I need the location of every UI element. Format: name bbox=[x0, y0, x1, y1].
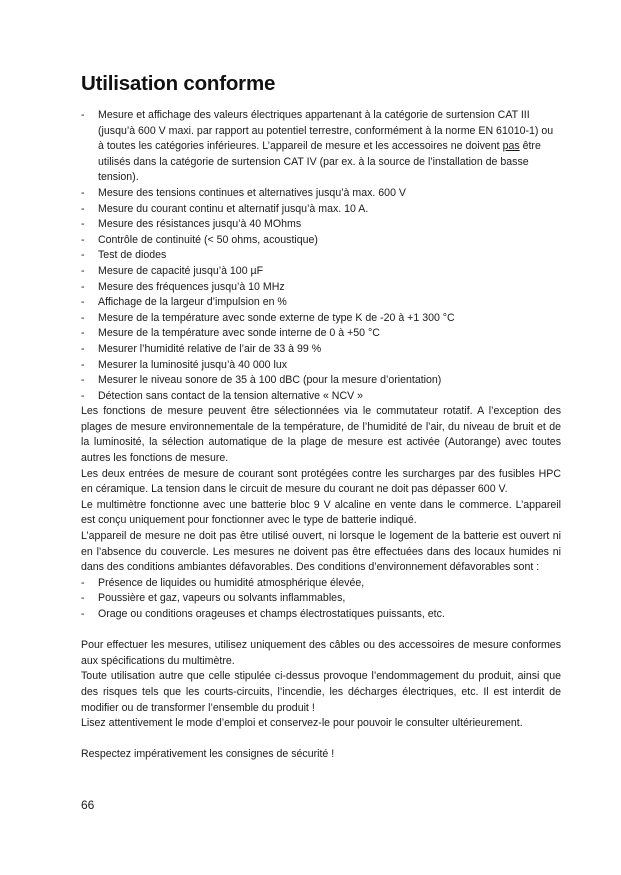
page-number: 66 bbox=[81, 798, 95, 812]
intended-use-list-item: - Mesure et affichage des valeurs électriques appartenant à la catégorie de surtension CAT III (jusqu’à 600 V maxi. par rapport au potentiel terrestre, conformément à la norme EN 61010-1) ou à toutes les catégories inférieures. L’appareil de mesure et les accessoires ne doivent pas être utilisés dans la catégorie de surtension CAT IV (par ex. à la source de l’installation de basse tension). bbox=[81, 108, 561, 186]
paragraph-functions: Les fonctions de mesure peuvent être sélectionnées via le commutateur rotatif. A l’exception des plages de mesure environnementale de la température, de l’humidité de l’air, du niveau de bruit et de la luminosité, la sélection automatique de la plage de mesure est activée (Autorange) avec toutes autres les fonctions de mesure. bbox=[81, 405, 561, 465]
paragraph-safety: Respectez impérativement les consignes de sécurité ! bbox=[81, 748, 335, 761]
conditions-list-item: - Orage ou conditions orageuses et champs électrostatiques puissants, etc. bbox=[81, 607, 561, 623]
paragraph-fuses: Les deux entrées de mesure de courant sont protégées contre les surcharges par des fusibles HPC en céramique. La tension dans le circuit de mesure du courant ne doit pas dépasser 600 V. bbox=[81, 467, 561, 496]
unfavourable-conditions-list bbox=[81, 576, 561, 623]
intended-use-list-item: - Affichage de la largeur d’impulsion en % bbox=[81, 295, 561, 311]
intended-use-list-item: - Mesurer l’humidité relative de l’air de 33 à 99 % bbox=[81, 342, 561, 358]
intended-use-list-item: - Mesure des fréquences jusqu’à 10 MHz bbox=[81, 280, 561, 296]
intended-use-list-item: - Test de diodes bbox=[81, 248, 561, 264]
body-text bbox=[81, 108, 561, 763]
intended-use-list-item: - Mesurer le niveau sonore de 35 à 100 dBC (pour la mesure d’orientation) bbox=[81, 373, 561, 389]
paragraph-conditions: L’appareil de mesure ne doit pas être utilisé ouvert, ni lorsque le logement de la batterie est ouvert ni en l’absence du couvercle. Les mesures ne doivent pas être effectuées dans des locaux humides ni dans des conditions ambiantes défavorables. Des conditions d’environnement défavorables sont : bbox=[81, 530, 561, 574]
intended-use-list-item: - Mesure de la température avec sonde interne de 0 à +50 °C bbox=[81, 326, 561, 342]
spacer bbox=[81, 732, 561, 748]
intended-use-list bbox=[81, 108, 561, 404]
paragraph-accessories: Pour effectuer les mesures, utilisez uniquement des câbles ou des accessoires de mesure conformes aux spécifications du multimètre. bbox=[81, 639, 561, 667]
paragraph-battery: Le multimètre fonctionne avec une batterie bloc 9 V alcaline en vente dans le commerce. L’appareil est conçu uniquement pour fonctionner avec le type de batterie indiqué. bbox=[81, 498, 561, 527]
intended-use-list-item: - Mesure du courant continu et alternatif jusqu’à max. 10 A. bbox=[81, 202, 561, 218]
page-content bbox=[81, 72, 561, 763]
intended-use-list-item: - Mesurer la luminosité jusqu’à 40 000 lux bbox=[81, 358, 561, 374]
intended-use-list-item: - Mesure des résistances jusqu’à 40 MOhms bbox=[81, 217, 561, 233]
conditions-list-item: - Présence de liquides ou humidité atmosphérique élevée, bbox=[81, 576, 561, 592]
intended-use-list-item: - Mesure de la température avec sonde externe de type K de -20 à +1 300 °C bbox=[81, 311, 561, 327]
spacer bbox=[81, 623, 561, 639]
intended-use-list-item: - Mesure des tensions continues et alternatives jusqu’à max. 600 V bbox=[81, 186, 561, 202]
paragraph-misuse: Toute utilisation autre que celle stipulée ci-dessus provoque l’endommagement du produit, ainsi que des risques tels que les courts-circuits, l’incendie, les décharges électriques, etc. Il est interdit de modifier ou de transformer l’ensemble du produit ! bbox=[81, 670, 561, 714]
intended-use-list-item: - Mesure de capacité jusqu’à 100 µF bbox=[81, 264, 561, 280]
conditions-list-item: - Poussière et gaz, vapeurs ou solvants inflammables, bbox=[81, 591, 561, 607]
page-title: Utilisation conforme bbox=[81, 72, 276, 95]
intended-use-list-item: - Détection sans contact de la tension alternative « NCV » bbox=[81, 389, 561, 405]
intended-use-list-item: - Contrôle de continuité (< 50 ohms, acoustique) bbox=[81, 233, 561, 249]
paragraph-read-manual: Lisez attentivement le mode d’emploi et conservez-le pour pouvoir le consulter ultérieurement. bbox=[81, 717, 523, 730]
